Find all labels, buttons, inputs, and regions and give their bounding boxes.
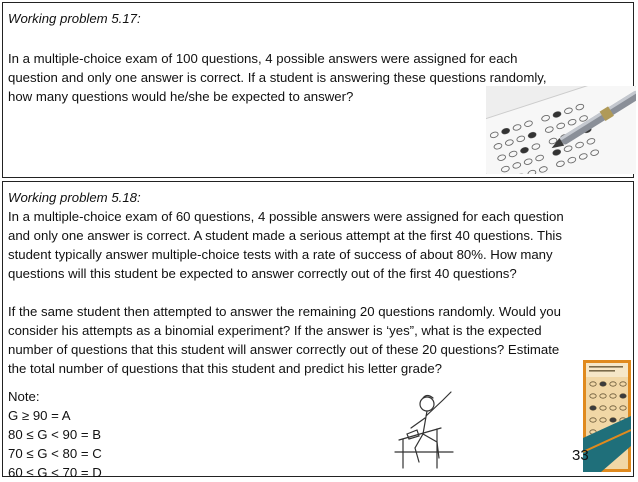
- answer-sheet-photo: [486, 86, 636, 174]
- grade-rule-d: 60 ≤ G < 70 = D: [8, 465, 102, 480]
- problem-5-17-title: Working problem 5.17:: [8, 11, 141, 26]
- note-label: Note:: [8, 389, 40, 404]
- grade-rule-c: 70 ≤ G < 80 = C: [8, 446, 102, 461]
- problem-5-18-line-3: student typically answer multiple-choice tests with a rate of success of about 80%. How many: [8, 247, 553, 262]
- problem-5-18-box: [2, 181, 634, 480]
- problem-5-17-line-3: how many questions would he/she be expected to answer?: [8, 89, 354, 104]
- problem-5-17-line-1: In a multiple-choice exam of 100 questions, 4 possible answers were assigned for each: [8, 51, 518, 66]
- student-taking-test-drawing: [393, 382, 465, 472]
- page-number: 33: [572, 447, 589, 464]
- problem-5-17-line-2: question and only one answer is correct. If a student is answering these questions randomly,: [8, 70, 547, 85]
- answer-card-photo: [583, 360, 631, 472]
- problem-5-18-line-8: the total number of questions that this student and predict his letter grade?: [8, 361, 442, 376]
- student-sketch: [393, 382, 465, 472]
- grade-rule-a: G ≥ 90 = A: [8, 408, 71, 423]
- answer-sheet-drawing: [486, 86, 636, 174]
- problem-5-18-line-1: In a multiple-choice exam of 60 questions, 4 possible answers were assigned for each question: [8, 209, 564, 224]
- problem-5-18-line-6: consider his attempts as a binomial experiment? If the answer is ‘yes”, what is the expected: [8, 323, 542, 338]
- problem-5-18-line-5: If the same student then attempted to answer the remaining 20 questions randomly. Would you: [8, 304, 561, 319]
- problem-5-18-line-2: and only one answer is correct. A student made a serious attempt at the first 40 questions. This: [8, 228, 562, 243]
- answer-card-drawing: [583, 360, 631, 472]
- problem-5-18-line-7: number of questions that this student will answer correctly out of these 20 questions? Estimate: [8, 342, 560, 357]
- problem-5-18-title: Working problem 5.18:: [8, 190, 141, 205]
- problem-5-18-line-4: questions will this student be expected to answer correctly out of the first 40 questions?: [8, 266, 517, 281]
- grade-rule-b: 80 ≤ G < 90 = B: [8, 427, 102, 442]
